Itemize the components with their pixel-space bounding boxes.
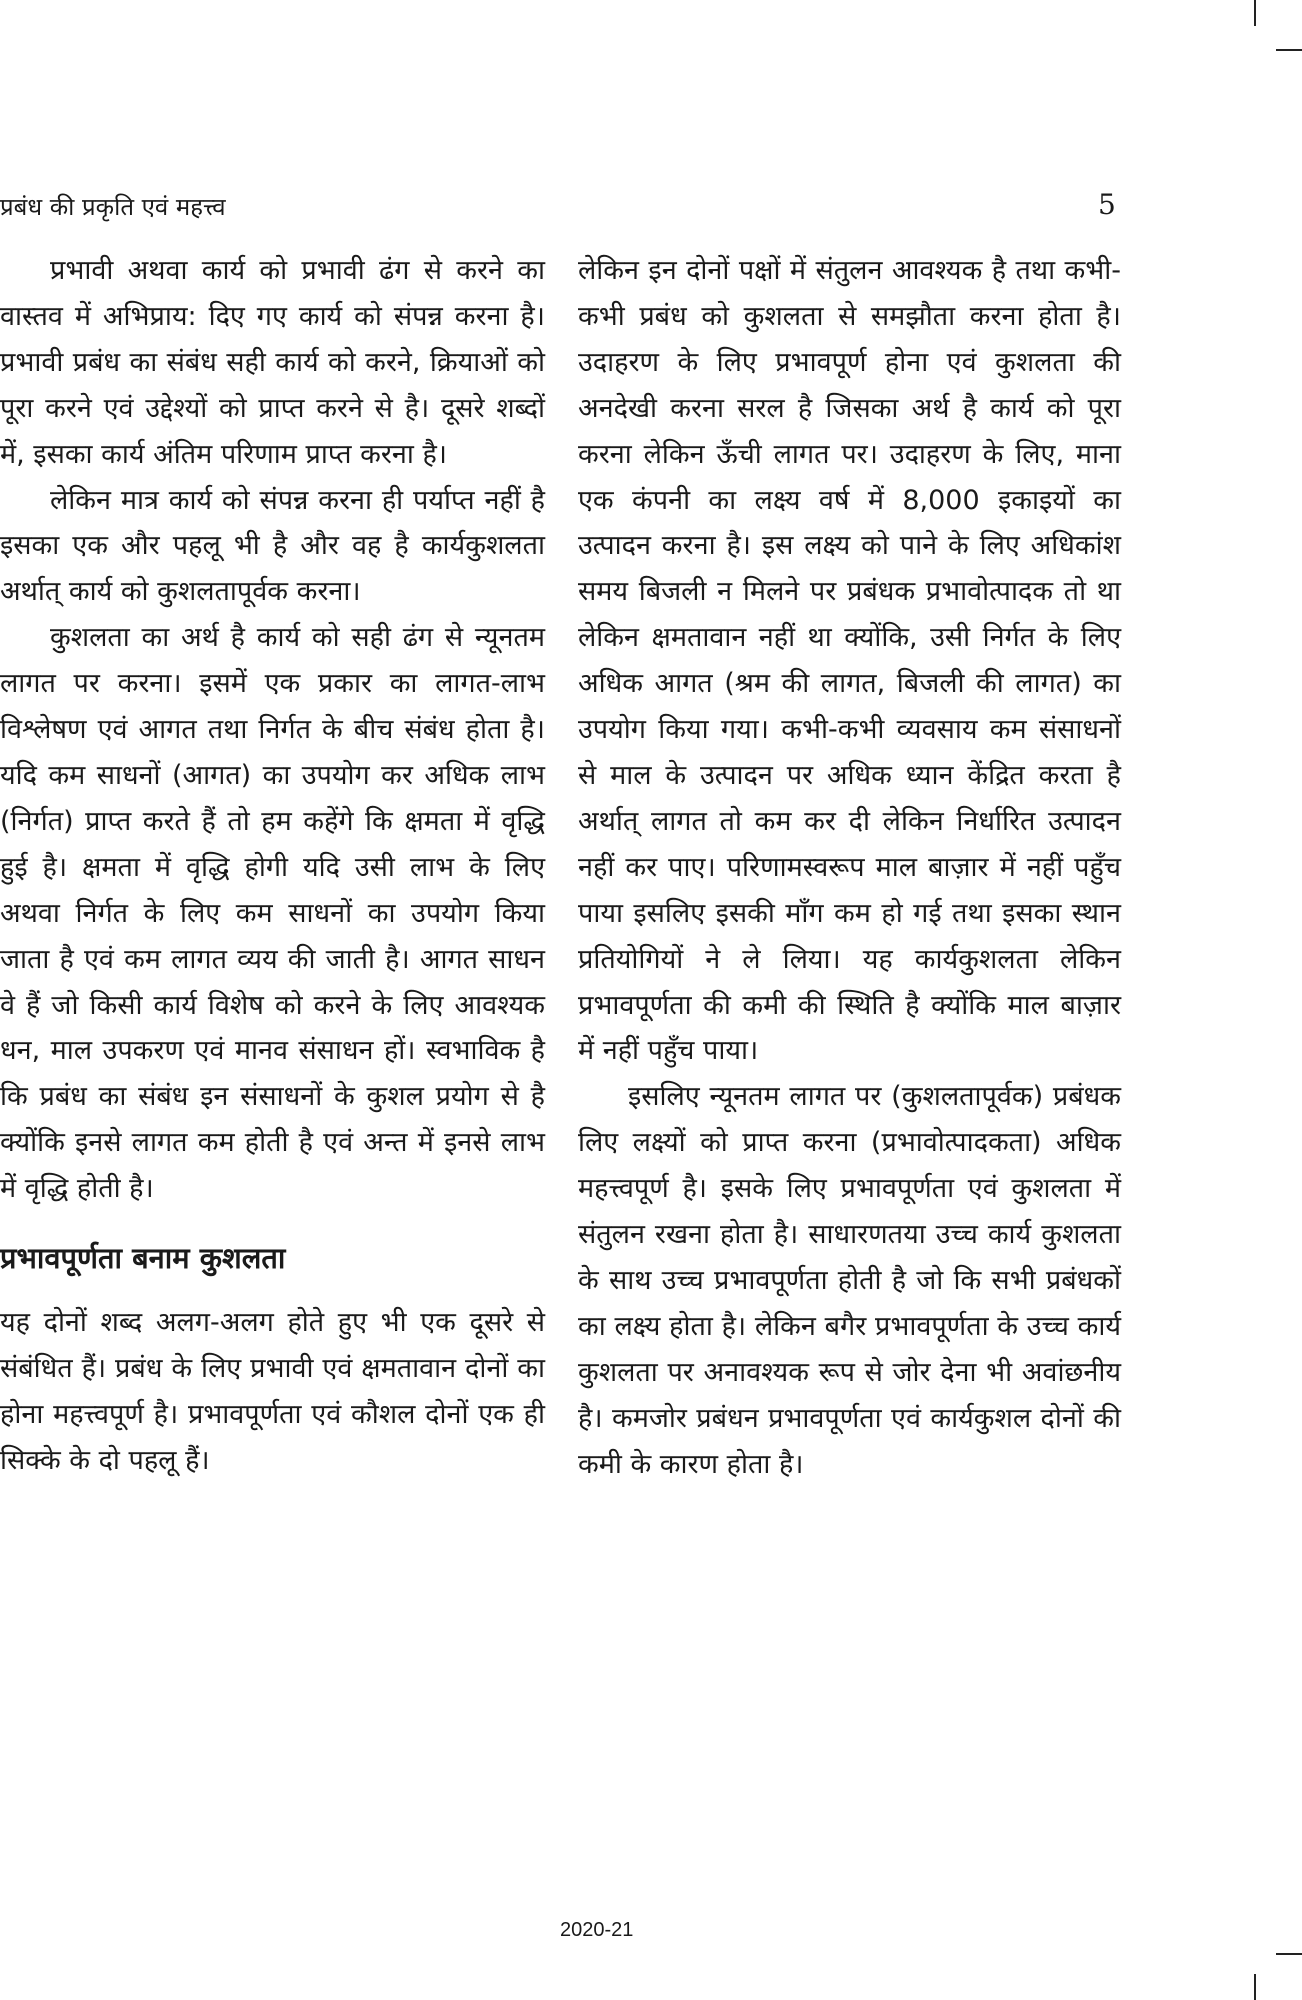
crop-mark-bottom-right-vertical (1254, 1974, 1256, 2000)
section-heading: प्रभावपूर्णता बनाम कुशलता (0, 1241, 286, 1276)
footer-year: 2020-21 (560, 1919, 634, 1941)
left-column (0, 248, 545, 1484)
crop-mark-top-right-horizontal (1276, 49, 1302, 51)
paragraph-efficiency-meaning: कुशलता का अर्थ है कार्य को सही ढंग से न्यूनतम लागत पर करना। इसमें एक प्रकार का लागत-लाभ विश्लेषण एवं आगत तथा निर्गत के बीच संबंध होता है। यदि कम साधनों (आगत) का उपयोग कर अधिक लाभ (निर्गत) प्राप्त करते हैं तो हम कहेंगे कि क्षमता में वृद्धि हुई है। क्षमता में वृद्धि होगी यदि उसी लाभ के लिए अथवा निर्गत के लिए कम साधनों का उपयोग किया जाता है एवं कम लागत व्यय की जाती है। आगत साधन वे हैं जो किसी कार्य विशेष को करने के लिए आवश्यक धन, माल उपकरण एवं मानव संसाधन हों। स्वभाविक है कि प्रबंध का संबंध इन संसाधनों के कुशल प्रयोग से है क्योंकि इनसे लागत कम होती है एवं अन्त में इनसे लाभ में वृद्धि होती है। (0, 622, 545, 1205)
page-number: 5 (1098, 188, 1116, 221)
paragraph-efficiency-aspect: लेकिन मात्र कार्य को संपन्न करना ही पर्याप्त नहीं है इसका एक और पहलू भी है और वह है कार्यकुशलता अर्थात् कार्य को कुशलतापूर्वक करना। (0, 484, 545, 608)
crop-mark-bottom-right-horizontal (1276, 1953, 1302, 1955)
paragraph-section-intro: यह दोनों शब्द अलग-अलग होते हुए भी एक दूसरे से संबंधित हैं। प्रबंध के लिए प्रभावी एवं क्षमतावान दोनों का होना महत्त्वपूर्ण है। प्रभावपूर्णता एवं कौशल दोनों एक ही सिक्के के दो पहलू हैं। (0, 1307, 545, 1476)
right-column (578, 248, 1121, 1487)
crop-mark-top-right-vertical (1254, 0, 1256, 26)
paragraph-balance-example: लेकिन इन दोनों पक्षों में संतुलन आवश्यक है तथा कभी-कभी प्रबंध को कुशलता से समझौता करना होता है। उदाहरण के लिए प्रभावपूर्ण होना एवं कुशलता की अनदेखी करना सरल है जिसका अर्थ है कार्य को पूरा करना लेकिन ऊँची लागत पर। उदाहरण के लिए, माना एक कंपनी का लक्ष्य वर्ष में 8,000 इकाइयों का उत्पादन करना है। इस लक्ष्य को पाने के लिए अधिकांश समय बिजली न मिलने पर प्रबंधक प्रभावोत्पादक तो था लेकिन क्षमतावान नहीं था क्योंकि, उसी निर्गत के लिए अधिक आगत (श्रम की लागत, बिजली की लागत) का उपयोग किया गया। कभी-कभी व्यवसाय कम संसाधनों से माल के उत्पादन पर अधिक ध्यान केंद्रित करता है अर्थात् लागत तो कम कर दी लेकिन निर्धारित उत्पादन नहीं कर पाए। परिणामस्वरूप माल बाज़ार में नहीं पहुँच पाया इसलिए इसकी माँग कम हो गई तथा इसका स्थान प्रतियोगियों ने ले लिया। यह कार्यकुशलता लेकिन प्रभावपूर्णता की कमी की स्थिति है क्योंकि माल बाज़ार में नहीं पहुँच पाया। (578, 255, 1121, 1067)
running-head: प्रबंध की प्रकृति एवं महत्त्व (0, 193, 226, 221)
paragraph-conclusion: इसलिए न्यूनतम लागत पर (कुशलतापूर्वक) प्रबंधक लिए लक्ष्यों को प्राप्त करना (प्रभावोत्पादकता) अधिक महत्त्वपूर्ण है। इसके लिए प्रभावपूर्णता एवं कुशलता में संतुलन रखना होता है। साधारणतया उच्च कार्य कुशलता के साथ उच्च प्रभावपूर्णता होती है जो कि सभी प्रबंधकों का लक्ष्य होता है। लेकिन बगैर प्रभावपूर्णता के उच्च कार्य कुशलता पर अनावश्यक रूप से जोर देना भी अवांछनीय है। कमजोर प्रबंधन प्रभावपूर्णता एवं कार्यकुशल दोनों की कमी के कारण होता है। (578, 1081, 1121, 1480)
paragraph-effectiveness: प्रभावी अथवा कार्य को प्रभावी ढंग से करने का वास्तव में अभिप्राय: दिए गए कार्य को संपन्न करना है। प्रभावी प्रबंध का संबंध सही कार्य को करने, क्रियाओं को पूरा करने एवं उद्देश्यों को प्राप्त करने से है। दूसरे शब्दों में, इसका कार्य अंतिम परिणाम प्राप्त करना है। (0, 255, 545, 470)
